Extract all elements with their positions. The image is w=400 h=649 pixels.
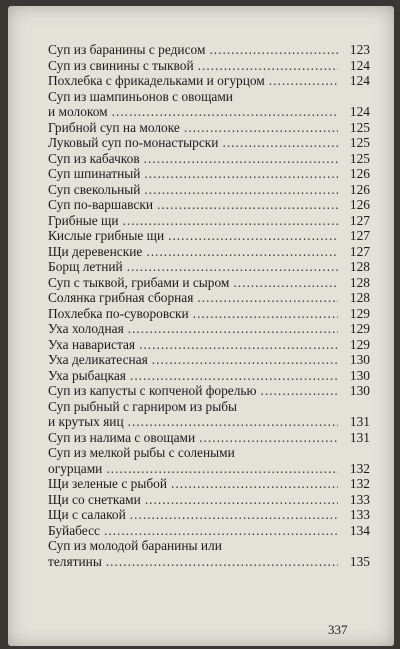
dot-leader <box>261 383 338 399</box>
toc-entry-title: Щи с салакой <box>48 507 126 522</box>
toc-entry-line <box>48 259 370 275</box>
dot-leader <box>128 321 338 337</box>
toc-entry <box>48 337 370 353</box>
toc-entry-line <box>48 383 370 399</box>
toc-entry-title: Суп рыбный с гарниром из рыбы <box>48 398 238 414</box>
toc-entry-title: Луковый суп по-монастырски <box>48 135 219 150</box>
toc-entry-title: Суп из шампиньонов с овощами <box>48 88 233 104</box>
toc-entry-title: Похлебка по-суворовски <box>48 305 189 321</box>
dot-leader <box>199 430 338 446</box>
dot-leader <box>184 120 338 136</box>
dot-leader <box>144 166 338 182</box>
dot-leader <box>128 414 338 430</box>
toc-entry <box>48 399 370 430</box>
dot-leader <box>104 523 338 539</box>
toc-entry-line <box>48 42 370 58</box>
toc-entry-line <box>48 104 370 120</box>
toc-entry-page: 126 <box>349 166 370 181</box>
toc-entry-page: 128 <box>349 259 370 274</box>
toc-entry-title: Щи деревенские <box>48 243 143 259</box>
toc-entry <box>48 492 370 508</box>
toc-entry-line <box>48 321 370 337</box>
toc-entry-line <box>48 275 370 291</box>
dot-leader <box>233 275 338 291</box>
toc-entry-page: 127 <box>349 212 370 228</box>
toc-entry-line <box>48 290 370 306</box>
toc-entry <box>48 321 370 337</box>
dot-leader <box>198 58 338 74</box>
toc-entry-title: Суп по-варшавски <box>48 197 154 212</box>
dot-leader <box>144 182 338 198</box>
toc-entry-title: и крутых яиц <box>48 414 124 429</box>
toc-entry-page: 132 <box>349 460 370 476</box>
toc-entry-line <box>48 135 370 151</box>
toc-entry <box>48 368 370 384</box>
toc-entry-page: 129 <box>349 305 370 321</box>
toc-entry <box>48 538 370 569</box>
toc-entry <box>48 290 370 306</box>
toc-entry <box>48 89 370 120</box>
toc-entry-title: Уха деликатесная <box>48 352 148 367</box>
dot-leader <box>112 104 338 120</box>
dot-leader <box>130 368 338 384</box>
toc-entry <box>48 166 370 182</box>
toc-entry-line <box>48 414 370 430</box>
toc-entry <box>48 352 370 368</box>
page-number: 337 <box>328 622 348 637</box>
toc-entry-line <box>48 507 370 523</box>
toc-entry-line <box>48 538 370 554</box>
dot-leader <box>145 492 338 508</box>
toc-entry-page: 133 <box>349 507 370 522</box>
toc-entry <box>48 120 370 136</box>
toc-entry-line <box>48 73 370 89</box>
toc-entry-line <box>48 554 370 570</box>
table-of-contents <box>48 42 370 569</box>
toc-entry-title: Грибные щи <box>48 212 119 228</box>
toc-entry-page: 132 <box>349 476 370 491</box>
toc-entry <box>48 275 370 291</box>
toc-entry-page: 127 <box>349 228 370 243</box>
toc-entry-title: Щи со снетками <box>48 491 141 507</box>
toc-entry-line <box>48 197 370 213</box>
toc-entry-line <box>48 476 370 492</box>
toc-entry-page: 123 <box>349 42 370 57</box>
toc-entry <box>48 213 370 229</box>
dot-leader <box>106 554 338 570</box>
toc-entry-title: Буйабесс <box>48 522 100 538</box>
toc-entry <box>48 197 370 213</box>
toc-entry-line <box>48 89 370 105</box>
toc-entry-title: Солянка грибная сборная <box>48 290 194 305</box>
toc-entry-line <box>48 213 370 229</box>
toc-entry-title: Суп из свинины с тыквой <box>48 57 194 73</box>
toc-entry <box>48 383 370 399</box>
toc-entry-title: Суп из мелкой рыбы с солеными <box>48 445 235 460</box>
toc-entry-page: 128 <box>349 274 370 290</box>
dot-leader <box>144 151 338 167</box>
toc-entry-line <box>48 461 370 477</box>
toc-entry-title: Суп из капусты с копченой форелью <box>48 383 257 398</box>
toc-entry <box>48 476 370 492</box>
dot-leader <box>152 352 338 368</box>
toc-entry-page: 127 <box>349 243 370 259</box>
toc-entry-line <box>48 399 370 415</box>
dot-leader <box>146 244 338 260</box>
toc-entry-page: 125 <box>349 135 370 150</box>
dot-leader <box>269 73 338 89</box>
toc-entry <box>48 507 370 523</box>
dot-leader <box>139 337 338 353</box>
toc-entry-title: Суп из кабачков <box>48 150 140 166</box>
toc-entry <box>48 182 370 198</box>
toc-entry-line <box>48 445 370 461</box>
toc-entry-title: Щи зеленые с рыбой <box>48 476 167 491</box>
toc-entry-page: 126 <box>349 181 370 197</box>
toc-entry-page: 130 <box>349 352 370 367</box>
dot-leader <box>193 306 338 322</box>
toc-entry-title: Похлебка с фрикадельками и огурцом <box>48 73 265 88</box>
toc-entry-line <box>48 337 370 353</box>
toc-entry-title: Суп из баранины с редисом <box>48 42 206 57</box>
toc-entry-page: 134 <box>349 522 370 538</box>
toc-entry-page: 133 <box>349 491 370 507</box>
dot-leader <box>171 476 338 492</box>
toc-entry <box>48 306 370 322</box>
toc-entry-line <box>48 120 370 136</box>
toc-entry-page: 135 <box>349 553 370 569</box>
toc-entry-page: 131 <box>349 414 370 429</box>
toc-entry-title: Кислые грибные щи <box>48 228 165 243</box>
toc-entry-title: Суп шпинатный <box>48 166 141 181</box>
toc-entry-title: и молоком <box>48 104 108 119</box>
toc-entry-line <box>48 151 370 167</box>
toc-entry <box>48 259 370 275</box>
toc-entry <box>48 445 370 476</box>
toc-entry-title: Уха рыбацкая <box>48 367 126 383</box>
dot-leader <box>168 228 338 244</box>
toc-entry-page: 128 <box>349 290 370 305</box>
toc-entry-page: 124 <box>349 73 370 88</box>
toc-entry-line <box>48 182 370 198</box>
toc-entry <box>48 151 370 167</box>
toc-entry-title: Уха наваристая <box>48 336 136 352</box>
toc-entry <box>48 42 370 58</box>
toc-entry-page: 124 <box>349 57 370 73</box>
toc-entry-title: Суп из налима с овощами <box>48 429 196 445</box>
dot-leader <box>130 507 338 523</box>
dot-leader <box>127 259 338 275</box>
toc-entry-line <box>48 352 370 368</box>
dot-leader <box>222 135 338 151</box>
toc-entry-line <box>48 228 370 244</box>
toc-entry-line <box>48 58 370 74</box>
toc-entry <box>48 73 370 89</box>
toc-entry-title: телятины <box>48 553 102 569</box>
toc-entry-page: 129 <box>349 321 370 336</box>
toc-entry-line <box>48 166 370 182</box>
toc-entry-page: 130 <box>349 383 370 398</box>
toc-entry <box>48 244 370 260</box>
toc-entry-title: Грибной суп на молоке <box>48 119 180 135</box>
toc-entry <box>48 135 370 151</box>
toc-entry-line <box>48 244 370 260</box>
toc-entry-page: 131 <box>349 429 370 445</box>
toc-entry-title: Суп свекольный <box>48 181 141 197</box>
dot-leader <box>197 290 338 306</box>
toc-entry-page: 129 <box>349 336 370 352</box>
book-page <box>8 6 394 646</box>
toc-entry-title: огурцами <box>48 460 103 476</box>
toc-entry-line <box>48 430 370 446</box>
toc-entry-line <box>48 368 370 384</box>
toc-entry <box>48 228 370 244</box>
toc-entry-page: 125 <box>349 119 370 135</box>
dot-leader <box>209 42 338 58</box>
toc-entry <box>48 523 370 539</box>
toc-entry-line <box>48 306 370 322</box>
toc-entry-page: 124 <box>349 104 370 119</box>
toc-entry-page: 125 <box>349 150 370 166</box>
toc-entry-line <box>48 523 370 539</box>
toc-entry-page: 126 <box>349 197 370 212</box>
toc-entry-title: Суп с тыквой, грибами и сыром <box>48 274 230 290</box>
toc-entry-line <box>48 492 370 508</box>
toc-entry <box>48 58 370 74</box>
toc-entry-title: Суп из молодой баранины или <box>48 538 222 553</box>
dot-leader <box>106 461 338 477</box>
toc-entry-title: Уха холодная <box>48 321 124 336</box>
toc-entry-page: 130 <box>349 367 370 383</box>
dot-leader <box>123 213 338 229</box>
dot-leader <box>157 197 338 213</box>
toc-entry-title: Борщ летний <box>48 259 123 274</box>
toc-entry <box>48 430 370 446</box>
